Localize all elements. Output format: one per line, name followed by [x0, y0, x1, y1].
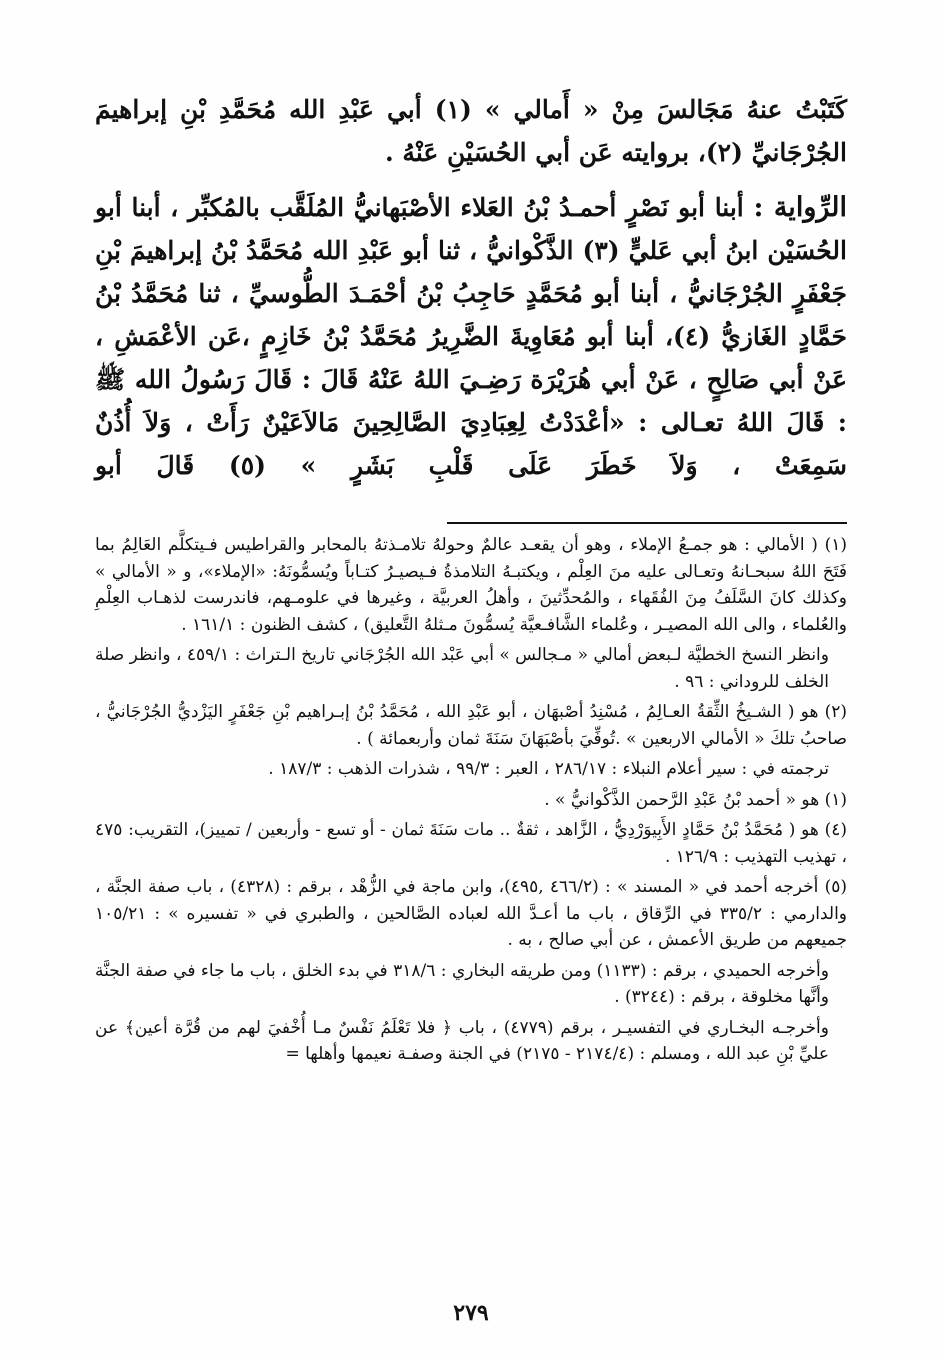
main-text — [95, 88, 847, 487]
riwaya-label: الرِّواية : — [753, 192, 847, 223]
page-number: ٢٧٩ — [453, 1300, 489, 1326]
riwaya-text: أبنا أبو نَصْرٍ أحمـدُ بْنُ العَلاء الأصْبَهانيُّ المُلَقَّب بالمُكبِّر ، أبنا أبو الحُسَيْن ابنُ أبي عَليٍّ (٣) الذَّكْوانيُّ ، ثنا أبو عَبْدِ الله مُحَمَّدُ بْنُ إبراهيمَ بْنِ جَعْفَرٍ الجُرْجَانيُّ ، أبنا أبو مُحَمَّدٍ حَاجِبُ بْنُ أحْمَـدَ الطُّوسيِّ ، ثنا مُحَمَّدُ بْنُ حَمَّادٍ الغَازيُّ (٤)، أبنا أبو مُعَاوِيةَ الضَّرِيرُ مُحَمَّدُ بْنُ خَازِمٍ ،عَن الأعْمَشِ ، عَنْ أبي صَالِحٍ ، عَنْ أبي هُرَيْرَة رَضِـيَ اللهُ عَنْهُ قَالَ : قَالَ رَسُولُ الله ﷺ : قَالَ اللهُ تعـالى : «أعْدَدْتُ لِعِبَادِيَ الصَّالِحِينَ مَالاَعَيْنٌ رَأَتْ ، وَلاَ أُذُنٌ سَمِعَتْ ، وَلاَ خَطَرَ عَلَى قَلْبِ بَشَرٍ » (٥) قَالَ أبو — [95, 193, 847, 480]
footnote-1: (١) ( الأمالي : هو جمـعُ الإملاء ، وهو أن يقعـد عالمٌ وحولهُ تلامـذتهُ بالمحابر والقراطيس فـيتكلَّم العَالِمُ بما فَتَحَ اللهُ سبحـانهُ وتعـالى عليه منَ العِلْم ، ويكتبـهُ التلامذةُ فـيصيـرُ كتـاباً ويُسمُّونَهُ: «الإملاء»، و « الأمالي » وكذلك كانَ السَّلَفُ مِنَ الفُقَهاء ، والمُحدِّثينَ ، وأهلُ العربيَّة ، وغيرها في علومـهم، فاندرست لذهـاب العِلْمِ والعُلماء ، والى الله المصيـر ، وعُلماء الشَّافـعيَّة يُسمُّونَ مـثلهُ التَّعليق) ، كشف الظنون : ١٦١/١ . — [95, 535, 847, 635]
footnote-2: (٢) هو ( الشـيخُ الثِّقةُ العـالِمُ ، مُسْنِدُ أصْبهَان ، أبو عَبْدِ الله ، مُحَمَّدُ بْنُ إبـراهيم بْنِ جَعْفَرٍ اليَزْديُّ الجُرْجَانيُّ ، صاحبُ تلكَ « الأمالي الاربعين » .تُوفِّيَ بأصْبَهَانَ سَنَةَ ثمان وأربعمائة ) . — [95, 702, 847, 749]
footnote-separator — [447, 522, 847, 524]
footnote-2-continued: ترجمته في : سير أعلام النبلاء : ٢٨٦/١٧ ، العبر : ٩٩/٣ ، شذرات الذهب : ١٨٧/٣ . — [268, 759, 829, 779]
intro-paragraph: كَتَبْتُ عنهُ مَجَالسَ مِنْ « أَمالي » (١) أبي عَبْدِ الله مُحَمَّدِ بْنِ إبراهيمَ الجُرْجَانيِّ (٢)، بروايته عَن أبي الحُسَيْنِ عَنْهُ . — [95, 95, 847, 167]
footnote-1-continued: وانظر النسخ الخطيَّة لـبعض أمالي « مـجالس » أبي عَبْد الله الجُرْجَاني تاريخ الـتراث : ٤٥٩/١ ، وانظر صلة الخلف للروداني : ٩٦ . — [95, 645, 829, 692]
footnote-4: (٤) هو ( مُحَمَّدُ بْنُ حَمَّادٍ الأَبِيوَرْدِيُّ ، الزَّاهد ، ثقةٌ .. مات سَنَةَ ثمان - أو تسع - وأربعين / تمييز)، التقريب: ٤٧٥ ، تهذيب التهذيب : ١٢٦/٩ . — [95, 820, 847, 867]
footnote-5: (٥) أخرجه أحمد في « المسند » : (٤٦٦/٢ ,٤٩٥)، وابن ماجة في الزُّهْد ، برقم : (٤٣٢٨) ، باب صفة الجنَّة ، والدارمي : ٣٣٥/٢ في الرِّقاق ، باب ما أعـدَّ الله لعباده الصَّالحين ، والطبري في « تفسيره » : ١٠٥/٢١ جميعهم من طريق الأعمش ، عن أبي صالح ، به . — [95, 877, 848, 950]
riwaya-paragraph — [95, 186, 847, 487]
footnote-3: (١) هو « أحمد بْنُ عَبْدِ الرَّحمن الذَّكْوانيُّ » . — [544, 789, 847, 810]
footnote-5-continued-1: وأخرجه الحميدي ، برقم : (١١٣٣) ومن طريقه البخاري : ٣١٨/٦ في بدء الخلق ، باب ما جاء في صفة الجنَّة وأنَّها مخلوقة ، برقم : (٣٢٤٤) . — [95, 960, 829, 1007]
footnotes — [95, 532, 847, 1072]
footnote-5-continued-2: وأخرجـه البخـاري في التفسيـر ، برقم (٤٧٧٩) ، باب ﴿ فلا تَعْلَمُ نَفْسٌ مـا أُخْفيَ لهم من قُرَّة أعين﴾ عن عليِّ بْنِ عبد الله ، ومسلم : (٢١٧٤/٤ - ٢١٧٥) في الجنة وصفـة نعيمها وأهلها = — [95, 1017, 829, 1064]
